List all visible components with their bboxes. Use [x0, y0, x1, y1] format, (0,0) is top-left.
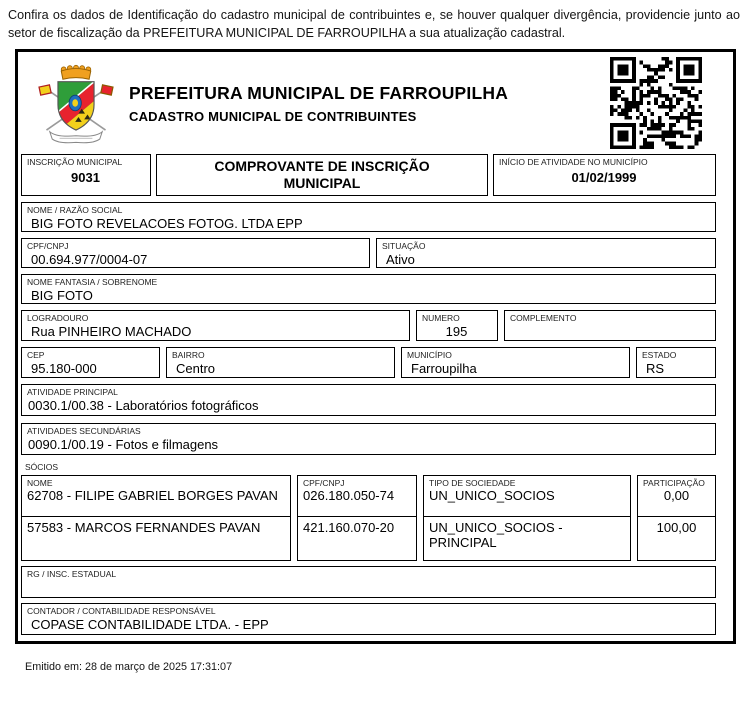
notice-paragraph: Confira os dados de Identificação do cadastro municipal de contribuintes e, se houver qualquer divergência, providencie junto ao setor de fiscalização da PREFEITURA MUNICIPAL DE FARROUPILHA a sua atualização cadastral. — [8, 8, 740, 40]
field-cep — [21, 347, 160, 378]
socios-cpf-header: CPF/CNPJ — [303, 478, 345, 488]
qr-code-icon — [610, 57, 702, 149]
socios-col-tipo — [423, 475, 631, 561]
location-row — [21, 347, 716, 378]
socios-col-participacao — [637, 475, 716, 561]
field-complemento — [504, 310, 716, 341]
field-municipio — [401, 347, 630, 378]
situacao-label: SITUAÇÃO — [382, 241, 426, 251]
razao-social-value: BIG FOTO REVELACOES FOTOG. LTDA EPP — [31, 216, 303, 231]
numero-value: 195 — [445, 324, 468, 339]
socio-2-participacao: 100,00 — [656, 520, 697, 535]
inicio-atividade-value: 01/02/1999 — [571, 170, 637, 185]
atividades-secundarias-row — [21, 423, 716, 455]
socios-tipo-header: TIPO DE SOCIEDADE — [429, 478, 516, 488]
socios-cell — [298, 517, 416, 560]
contador-row — [21, 603, 716, 635]
inscricao-municipal-value: 9031 — [71, 170, 100, 185]
field-situacao — [376, 238, 716, 268]
field-rg-insc-estadual — [21, 566, 716, 598]
field-numero — [416, 310, 498, 341]
atividades-secundarias-value: 0090.1/00.19 - Fotos e filmagens — [28, 437, 219, 452]
socio-2-cpf: 421.160.070-20 — [303, 520, 395, 535]
socios-cell — [424, 476, 630, 517]
cep-label: CEP — [27, 350, 45, 360]
municipio-label: MUNICÍPIO — [407, 350, 452, 360]
razao-social-label: NOME / RAZÃO SOCIAL — [27, 205, 123, 215]
crown — [61, 65, 91, 79]
estado-value: RS — [646, 361, 665, 376]
field-atividade-principal — [21, 384, 716, 416]
estado-label: ESTADO — [642, 350, 677, 360]
field-nome-fantasia — [21, 274, 716, 304]
socio-1-tipo: UN_UNICO_SOCIOS — [429, 488, 555, 503]
certificate-frame — [15, 49, 736, 644]
numero-label: NUMERO — [422, 313, 460, 323]
bairro-label: BAIRRO — [172, 350, 205, 360]
field-contador — [21, 603, 716, 635]
socio-2-nome: 57583 - MARCOS FERNANDES PAVAN — [27, 520, 261, 535]
socio-1-nome: 62708 - FILIPE GABRIEL BORGES PAVAN — [27, 488, 278, 503]
complemento-label: COMPLEMENTO — [510, 313, 577, 323]
rg-insc-estadual-label: RG / INSC. ESTADUAL — [27, 569, 117, 579]
field-logradouro — [21, 310, 410, 341]
cpf-cnpj-label: CPF/CNPJ — [27, 241, 69, 251]
atividade-principal-row — [21, 384, 716, 416]
field-cpf-cnpj — [21, 238, 370, 268]
socios-cell — [638, 517, 715, 560]
cpf-situacao-row — [21, 238, 716, 268]
nome-fantasia-label: NOME FANTASIA / SOBRENOME — [27, 277, 158, 287]
header-titles — [129, 83, 610, 124]
logradouro-value: Rua PINHEIRO MACHADO — [31, 324, 192, 339]
registry-subtitle: CADASTRO MUNICIPAL DE CONTRIBUINTES — [129, 108, 417, 124]
farroupilha-coat-of-arms-icon — [35, 59, 117, 147]
nome-fantasia-row — [21, 274, 716, 304]
identification-row — [21, 154, 716, 196]
field-bairro — [166, 347, 395, 378]
socios-table — [21, 475, 716, 561]
socios-col-cpf — [297, 475, 417, 561]
logradouro-label: LOGRADOURO — [27, 313, 89, 323]
certificate-header — [21, 52, 716, 154]
nome-fantasia-value: BIG FOTO — [31, 288, 93, 303]
field-estado — [636, 347, 716, 378]
cpf-cnpj-value: 00.694.977/0004-07 — [31, 252, 148, 267]
field-inicio-atividade — [493, 154, 716, 196]
document-title: COMPROVANTE DE INSCRIÇÃO MUNICIPAL — [214, 158, 430, 191]
situacao-value: Ativo — [386, 252, 415, 267]
socios-cell — [298, 476, 416, 517]
cep-value: 95.180-000 — [31, 361, 97, 376]
municipio-value: Farroupilha — [411, 361, 477, 376]
inscricao-municipal-label: INSCRIÇÃO MUNICIPAL — [27, 157, 123, 167]
socios-section-label: SÓCIOS — [25, 462, 59, 472]
rg-row — [21, 566, 716, 598]
emitted-timestamp: Emitido em: 28 de março de 2025 17:31:07 — [25, 661, 233, 673]
atividade-principal-value: 0030.1/00.38 - Laboratórios fotográficos — [28, 398, 259, 413]
municipality-title: PREFEITURA MUNICIPAL DE FARROUPILHA — [129, 82, 509, 103]
socios-nome-header: NOME — [27, 478, 53, 488]
address-row — [21, 310, 716, 341]
atividades-secundarias-label: ATIVIDADES SECUNDÁRIAS — [27, 426, 141, 436]
socios-participacao-header: PARTICIPAÇÃO — [643, 478, 705, 488]
inicio-atividade-label: INÍCIO DE ATIVIDADE NO MUNICÍPIO — [499, 157, 648, 167]
socios-cell — [424, 517, 630, 560]
field-atividades-secundarias — [21, 423, 716, 455]
razao-social-row — [21, 202, 716, 232]
socio-1-participacao: 0,00 — [663, 488, 690, 503]
socios-cell — [638, 476, 715, 517]
socio-1-cpf: 026.180.050-74 — [303, 488, 395, 503]
field-inscricao-municipal — [21, 154, 151, 196]
socios-col-nome — [21, 475, 291, 561]
field-razao-social — [21, 202, 716, 232]
bairro-value: Centro — [176, 361, 216, 376]
document-title-box — [156, 154, 488, 196]
socios-cell — [22, 517, 290, 560]
atividade-principal-label: ATIVIDADE PRINCIPAL — [27, 387, 118, 397]
contador-label: CONTADOR / CONTABILIDADE RESPONSÁVEL — [27, 606, 216, 616]
contador-value: COPASE CONTABILIDADE LTDA. - EPP — [31, 617, 269, 632]
socios-cell — [22, 476, 290, 517]
socio-2-tipo: UN_UNICO_SOCIOS - PRINCIPAL — [429, 520, 563, 550]
